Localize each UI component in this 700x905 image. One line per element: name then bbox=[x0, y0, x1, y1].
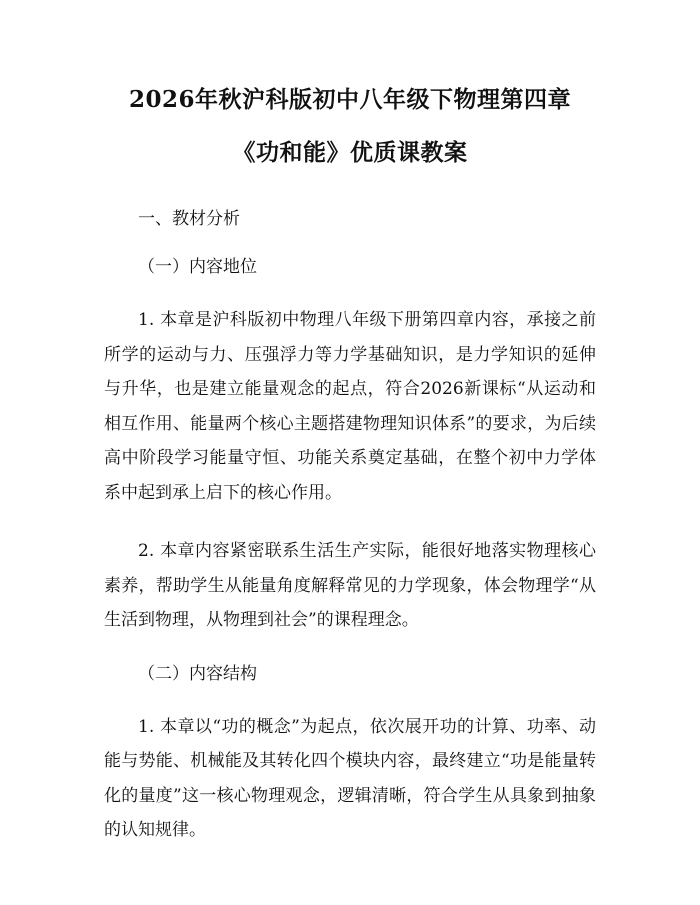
subsection-heading-content-structure: （二）内容结构 bbox=[138, 663, 257, 684]
paragraph-content-structure-1: 1. 本章以“功的概念”为起点，依次展开功的计算、功率、动能与势能、机械能及其转化四个模块内容，最终建立“功是能量转化的量度”这一核心物理观念，逻辑清晰，符合学生从具象到抽象的认知规律。 bbox=[104, 716, 596, 840]
document-title-line-1: 2026年秋沪科版初中八年级下物理第四章 bbox=[128, 86, 571, 113]
subsection-heading-content-position: （一）内容地位 bbox=[138, 257, 257, 277]
section-heading-textbook-analysis: 一、教材分析 bbox=[138, 209, 240, 229]
document-title-line-2: 《功和能》优质课教案 bbox=[232, 139, 468, 166]
paragraph-content-position-2: 2. 本章内容紧密联系生活生产实际，能很好地落实物理核心素养，帮助学生从能量角度解释常见的力学现象，体会物理学“从生活到物理，从物理到社会”的课程理念。 bbox=[104, 541, 596, 630]
paragraph-content-position-1: 1. 本章是沪科版初中物理八年级下册第四章内容，承接之前所学的运动与力、压强浮力等力学基础知识，是力学知识的延伸与升华，也是建立能量观念的起点，符合2026新课标“从运动和相互作用、能量两个核心主题搭建物理知识体系”的要求，为后续高中阶段学习能量守恒、功能关系奠定基础，在整个初中力学体系中起到承上启下的核心作用。 bbox=[104, 310, 596, 503]
